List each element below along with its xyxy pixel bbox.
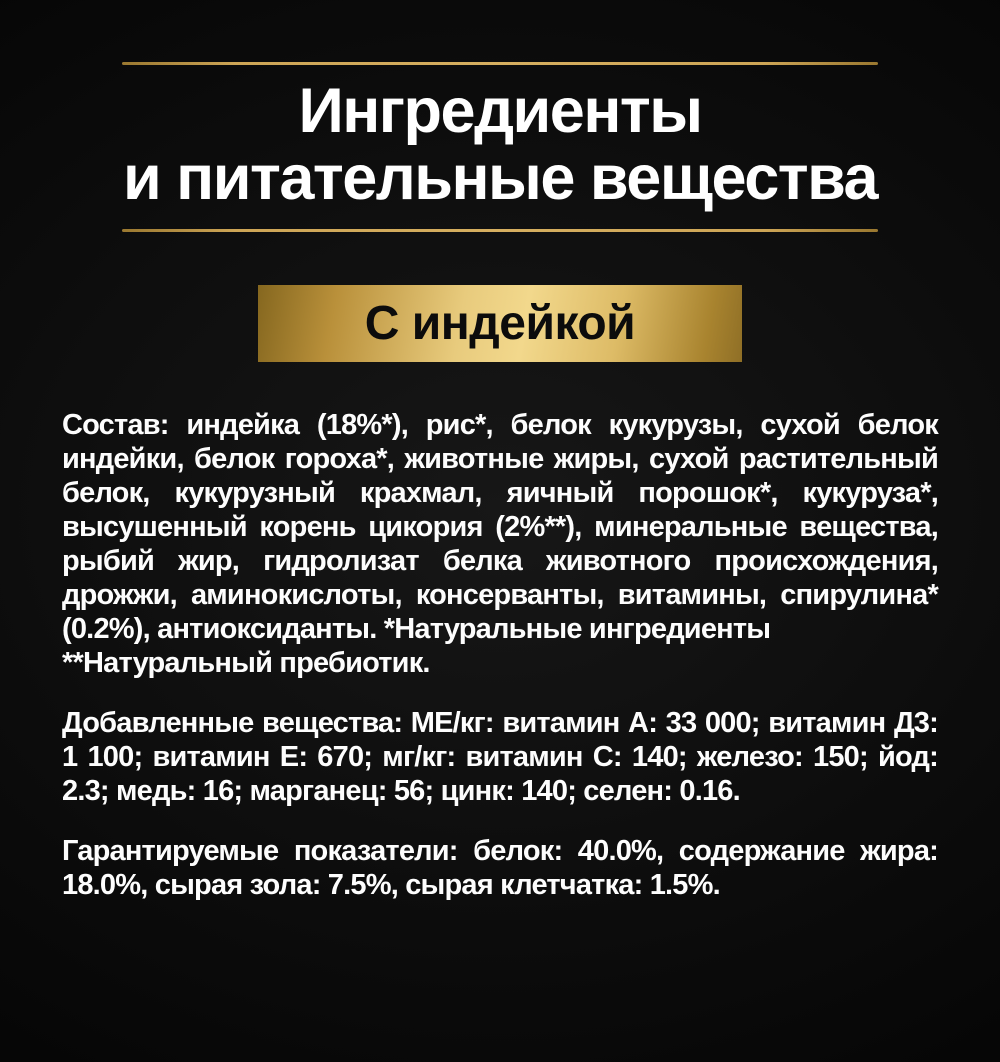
gold-divider-top [122, 62, 878, 65]
variant-banner [258, 285, 742, 362]
composition-note: **Натуральный пребиотик. [62, 647, 430, 679]
product-info-card [0, 62, 1000, 1062]
guaranteed-analysis-paragraph: Гарантируемые показатели: белок: 40.0%, содержание жира: 18.0%, сырая зола: 7.5%, сырая клетчатка: 1.5%. [62, 835, 938, 901]
additives-paragraph: Добавленные вещества: МЕ/кг: витамин А: 33 000; витамин Д3: 1 100; витамин Е: 670; мг/кг: витамин С: 140; железо: 150; йод: 2.3; медь: 16; марганец: 56; цинк: 140; селен: 0.16. [62, 707, 938, 807]
gold-divider-bottom [122, 229, 878, 232]
page-title-line2: и питательные вещества [122, 143, 878, 213]
composition-text: Состав: индейка (18%*), рис*, белок кукурузы, сухой белок индейки, белок гороха*, животные жиры, сухой растительный белок, кукурузный крахмал, яичный порошок*, кукуруза*, высушенный корень цикория (2%**), минеральные вещества, рыбий жир, гидролизат белка животного происхождения, дрожжи, аминокислоты, консерванты, витамины, спирулина* (0.2%), антиоксиданты. *Натуральные ингредиенты [62, 409, 938, 645]
variant-banner-label: С индейкой [364, 297, 636, 350]
info-text-block [0, 408, 1000, 902]
page-title-line1: Ингредиенты [298, 76, 702, 146]
composition-paragraph [62, 408, 938, 680]
page-title [0, 78, 1000, 212]
